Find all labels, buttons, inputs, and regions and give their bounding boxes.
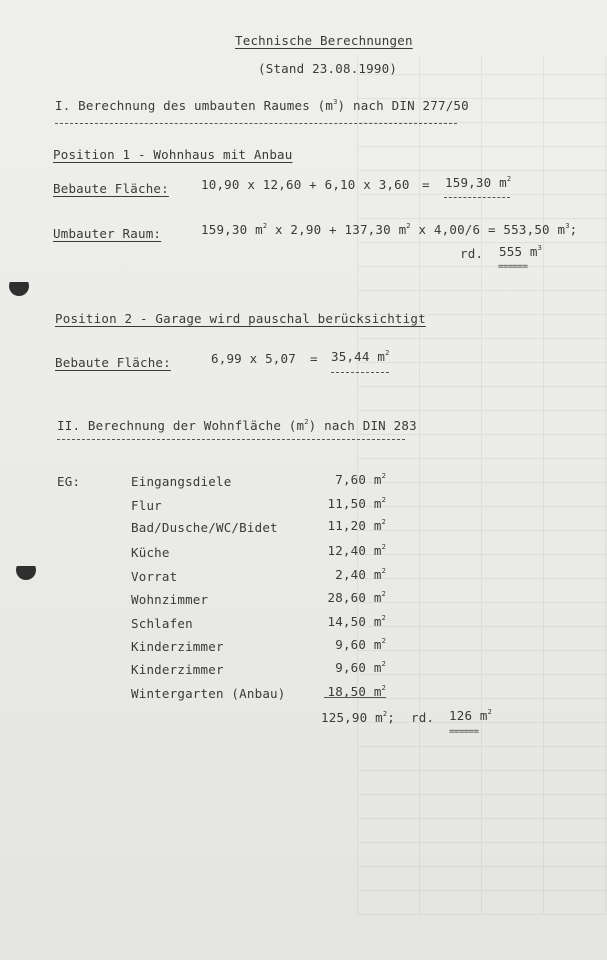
room-total-value: 125,90 m — [321, 710, 383, 725]
superscript: 2 — [262, 222, 268, 230]
room-total — [321, 710, 395, 725]
room-area-value: 11,50 m — [327, 496, 382, 511]
position-2-bebaute-equals: = — [310, 351, 318, 366]
room-area — [335, 637, 386, 652]
superscript: 3 — [333, 98, 338, 106]
room-name: Eingangsdiele — [131, 474, 232, 489]
section-1-heading-pre: I. Berechnung des umbauten Raumes (m — [55, 98, 334, 113]
position-1-umbauter-label: Umbauter Raum: — [53, 226, 162, 241]
punch-hole-top — [9, 276, 29, 296]
position-1-bebaute-equals: = — [422, 177, 430, 192]
superscript: 2 — [381, 637, 386, 645]
superscript: 2 — [304, 418, 309, 426]
position-1-rd-number: 555 m — [499, 244, 538, 259]
position-1-bebaute-formula: 10,90 x 12,60 + 6,10 x 3,60 — [201, 177, 410, 192]
room-area — [327, 518, 386, 533]
room-total-rd-label: rd. — [411, 710, 435, 725]
superscript: 2 — [406, 222, 411, 230]
umbauter-formula-c: x 4,00/6 = 553,50 m — [410, 222, 566, 237]
room-name: Bad/Dusche/WC/Bidet — [131, 520, 278, 535]
position-1-umbauter-formula — [201, 222, 577, 237]
document-subtitle: (Stand 23.08.1990) — [258, 61, 398, 76]
room-area — [327, 543, 386, 558]
room-area-value: 11,20 m — [327, 518, 382, 533]
superscript: 2 — [381, 543, 386, 551]
umbauter-formula-b: x 2,90 + 137,30 m — [267, 222, 407, 237]
room-total-rd-number: 126 m — [449, 708, 488, 723]
room-name: Kinderzimmer — [131, 639, 224, 654]
room-area-value: 9,60 m — [335, 660, 382, 675]
position-1-bebaute-result — [445, 175, 511, 190]
room-area — [335, 472, 386, 487]
room-area — [335, 567, 386, 582]
section-1-underline — [55, 123, 457, 124]
superscript: 2 — [381, 684, 386, 692]
position-1-rd-value — [499, 244, 542, 259]
superscript: 3 — [537, 244, 543, 252]
room-area-value: 12,40 m — [327, 543, 382, 558]
superscript: 2 — [381, 518, 386, 526]
room-name: Wintergarten (Anbau) — [131, 686, 286, 701]
section-1-heading-post: ) nach DIN 277/50 — [337, 98, 469, 113]
superscript: 2 — [381, 496, 386, 504]
superscript: 2 — [381, 660, 386, 668]
floor-label: EG: — [57, 474, 81, 489]
position-2-bebaute-result — [331, 349, 390, 364]
section-2-heading-post: ) nach DIN 283 — [308, 418, 417, 433]
room-area — [327, 590, 386, 605]
position-2-heading: Position 2 - Garage wird pauschal berücksichtigt — [55, 311, 426, 326]
superscript: 2 — [381, 614, 386, 622]
superscript: 3 — [565, 222, 570, 230]
position-1-double-underline: ====== — [498, 262, 528, 272]
superscript: 2 — [381, 567, 386, 575]
position-1-rd-label: rd. — [460, 246, 484, 261]
room-area — [335, 660, 386, 675]
superscript: 2 — [381, 590, 386, 598]
room-total-rd-value — [449, 708, 492, 723]
room-area — [327, 496, 386, 511]
superscript: 2 — [487, 708, 493, 716]
room-area-value: 18,50 m — [327, 684, 382, 699]
superscript: 2 — [381, 472, 386, 480]
room-area-value: 14,50 m — [327, 614, 382, 629]
position-2-bebaute-underline — [331, 372, 389, 373]
section-2-heading-pre: II. Berechnung der Wohnfläche (m — [57, 418, 305, 433]
room-total-double-underline: ====== — [449, 727, 479, 737]
section-2-underline — [57, 439, 405, 440]
position-1-bebaute-result-value: 159,30 m — [445, 175, 507, 190]
position-1-bebaute-underline — [444, 197, 510, 198]
room-name: Flur — [131, 498, 162, 513]
umbauter-formula-a: 159,30 m — [201, 222, 263, 237]
room-area-value: 7,60 m — [335, 472, 382, 487]
room-name: Kinderzimmer — [131, 662, 224, 677]
room-name: Küche — [131, 545, 170, 560]
superscript: 2 — [382, 710, 388, 718]
room-name: Wohnzimmer — [131, 592, 209, 607]
section-1-heading — [55, 98, 469, 113]
room-area — [327, 614, 386, 629]
position-2-bebaute-result-value: 35,44 m — [331, 349, 386, 364]
room-name: Schlafen — [131, 616, 193, 631]
umbauter-formula-end: ; — [569, 222, 578, 237]
section-2-heading — [57, 418, 417, 433]
room-name: Vorrat — [131, 569, 178, 584]
position-1-bebaute-label: Bebaute Fläche: — [53, 181, 169, 196]
superscript: 2 — [506, 175, 512, 183]
superscript: 2 — [385, 349, 390, 357]
punch-hole-bottom — [16, 560, 36, 580]
room-area-value: 28,60 m — [327, 590, 382, 605]
room-sum-line — [324, 697, 386, 698]
position-2-bebaute-formula: 6,99 x 5,07 — [211, 351, 296, 366]
room-area-value: 2,40 m — [335, 567, 382, 582]
room-area-value: 9,60 m — [335, 637, 382, 652]
document-title: Technische Berechnungen — [235, 33, 413, 48]
position-1-heading: Position 1 - Wohnhaus mit Anbau — [53, 147, 293, 162]
room-total-separator: ; — [387, 710, 395, 725]
position-2-bebaute-label: Bebaute Fläche: — [55, 355, 171, 370]
